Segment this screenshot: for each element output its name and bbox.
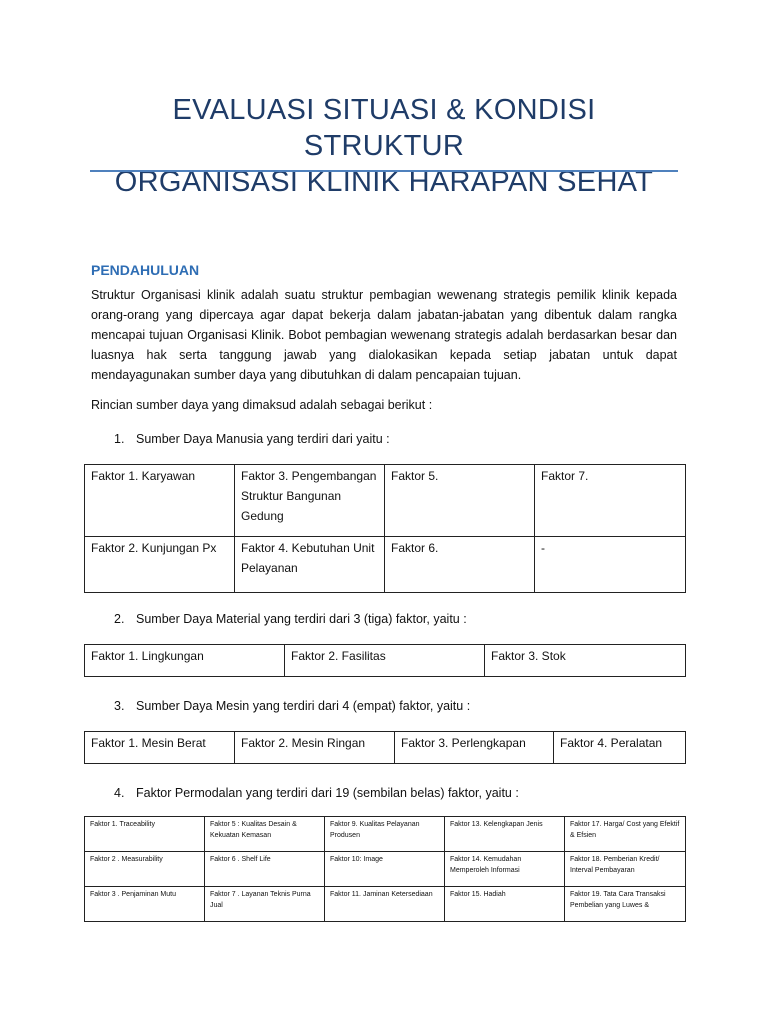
table-row	[85, 732, 686, 764]
table-row	[85, 852, 686, 887]
table-permodalan	[84, 816, 686, 922]
list-number: 1.	[114, 432, 125, 446]
list-text: Sumber Daya Mesin yang terdiri dari 4 (empat) faktor, yaitu :	[136, 699, 471, 713]
table-cell: Faktor 6.	[385, 537, 535, 593]
table-row	[85, 887, 686, 922]
table-row	[85, 817, 686, 852]
table-mesin	[84, 731, 686, 764]
list-item-2	[114, 612, 467, 626]
table-cell: Faktor 5.	[385, 465, 535, 537]
section-heading: PENDAHULUAN	[91, 262, 200, 278]
table-cell: Faktor 9. Kualitas Pelayanan Produsen	[325, 817, 445, 852]
rincian-line: Rincian sumber daya yang dimaksud adalah sebagai berikut :	[91, 398, 433, 412]
list-number: 2.	[114, 612, 125, 626]
table-row	[85, 465, 686, 537]
table-cell: Faktor 1. Traceability	[85, 817, 205, 852]
table-cell: Faktor 15. Hadiah	[445, 887, 565, 922]
table-cell: Faktor 3. Stok	[485, 645, 686, 677]
title-line-2: ORGANISASI KLINIK HARAPAN SEHAT	[114, 166, 654, 198]
table-cell: Faktor 18. Pemberian Kredit/ Interval Pembayaran	[565, 852, 686, 887]
list-text: Sumber Daya Manusia yang terdiri dari yaitu :	[136, 432, 390, 446]
table-cell: Faktor 3 . Penjaminan Mutu	[85, 887, 205, 922]
table-cell: Faktor 13. Kelengkapan Jenis	[445, 817, 565, 852]
list-number: 3.	[114, 699, 125, 713]
intro-paragraph: Struktur Organisasi klinik adalah suatu struktur pembagian wewenang strategis pemilik klinik kepada orang-orang yang dipercaya agar dapat bekerja dalam jabatan-jabatan yang dibentuk dalam rangka mencapai tujuan Organisasi Klinik. Bobot pembagian wewenang strategis adalah berdasarkan besar dan luasnya hak serta tanggung jawab yang dialokasikan kepada setiap jabatan untuk dapat mendayagunakan sumber daya yang dibutuhkan di dalam pencapaian tujuan.	[91, 288, 677, 382]
table-sdm	[84, 464, 686, 593]
table-cell: Faktor 14. Kemudahan Memperoleh Informasi	[445, 852, 565, 887]
table-cell: Faktor 7.	[535, 465, 686, 537]
list-item-4	[114, 786, 519, 800]
table-cell: Faktor 11. Jaminan Ketersediaan	[325, 887, 445, 922]
list-item-3	[114, 699, 470, 713]
table-material	[84, 644, 686, 677]
table-cell: Faktor 1. Karyawan	[85, 465, 235, 537]
table-row	[85, 537, 686, 593]
table-cell: Faktor 2. Kunjungan Px	[85, 537, 235, 593]
table-cell: Faktor 2. Fasilitas	[285, 645, 485, 677]
title-divider	[90, 170, 678, 172]
table-cell: Faktor 7 . Layanan Teknis Purna Jual	[205, 887, 325, 922]
table-cell: Faktor 17. Harga/ Cost yang Efektif & Efsien	[565, 817, 686, 852]
table-cell: Faktor 1. Mesin Berat	[85, 732, 235, 764]
list-text: Faktor Permodalan yang terdiri dari 19 (sembilan belas) faktor, yaitu :	[136, 786, 519, 800]
table-cell: -	[535, 537, 686, 593]
list-number: 4.	[114, 786, 125, 800]
table-cell: Faktor 3. Pengembangan Struktur Bangunan Gedung	[235, 465, 385, 537]
table-cell: Faktor 10: Image	[325, 852, 445, 887]
document-title	[90, 92, 678, 200]
table-cell: Faktor 4. Peralatan	[554, 732, 686, 764]
table-row	[85, 645, 686, 677]
table-cell: Faktor 1. Lingkungan	[85, 645, 285, 677]
list-text: Sumber Daya Material yang terdiri dari 3 (tiga) faktor, yaitu :	[136, 612, 467, 626]
table-cell: Faktor 19. Tata Cara Transaksi Pembelian yang Luwes &	[565, 887, 686, 922]
table-cell: Faktor 2 . Measurability	[85, 852, 205, 887]
table-cell: Faktor 4. Kebutuhan Unit Pelayanan	[235, 537, 385, 593]
list-item-1	[114, 432, 390, 446]
table-cell: Faktor 2. Mesin Ringan	[235, 732, 395, 764]
table-cell: Faktor 3. Perlengkapan	[395, 732, 554, 764]
table-cell: Faktor 6 . Shelf Life	[205, 852, 325, 887]
title-line-1: EVALUASI SITUASI & KONDISI STRUKTUR	[172, 94, 596, 162]
table-cell: Faktor 5 : Kualitas Desain & Kekuatan Kemasan	[205, 817, 325, 852]
